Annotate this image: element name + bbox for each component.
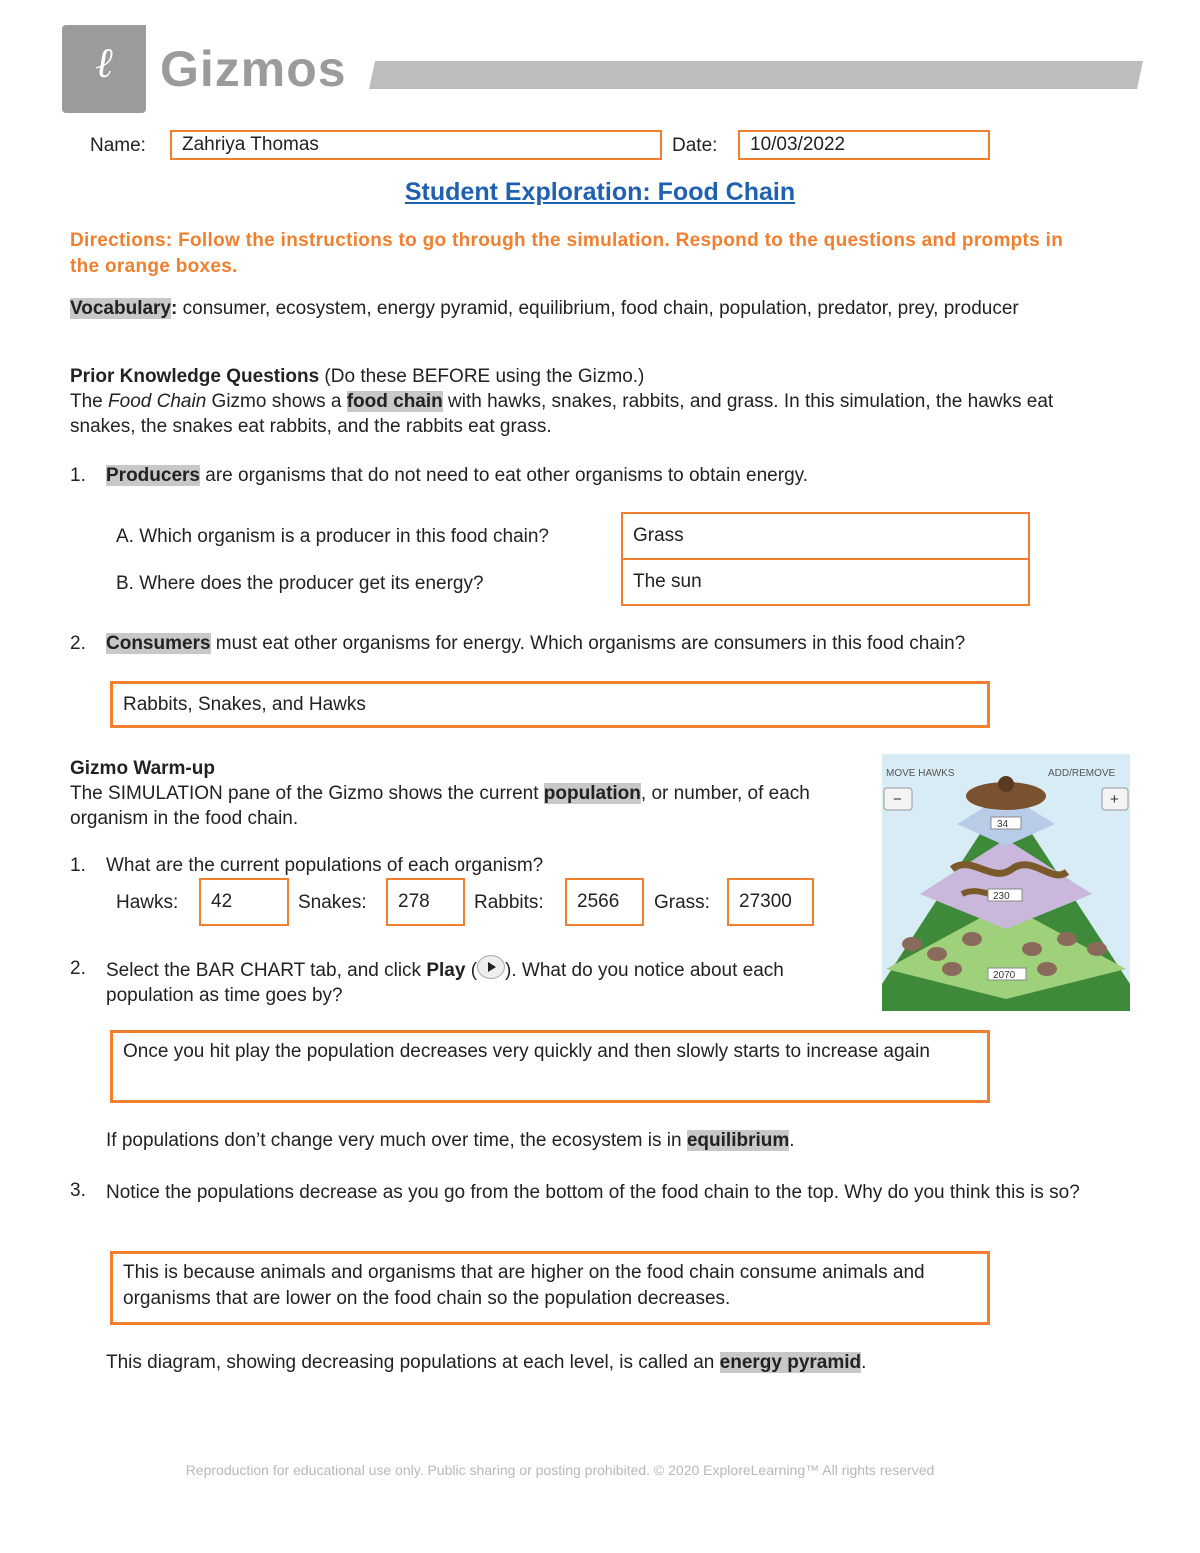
prior-knowledge-section: Prior Knowledge Questions (Do these BEFORE using the Gizmo.) The Food Chain Gizmo shows a food chain with hawks, snakes, rabbits, and grass. In this simulation, the hawks eat snakes, the snakes eat rabbits, and the rabbits eat grass. <box>70 366 1054 437</box>
term-producers: Producers <box>106 465 200 486</box>
logo-mark: ℓ <box>95 38 113 87</box>
gizmo-minus-button: − <box>893 791 902 808</box>
prior-q2-text: Consumers must eat other organisms for energy. Which organisms are consumers in this food chain? <box>106 633 966 654</box>
grass-label: Grass: <box>654 892 710 913</box>
rabbits-label: Rabbits: <box>474 892 544 913</box>
consumers-answer-field[interactable]: Rabbits, Snakes, and Hawks <box>110 681 990 728</box>
vocabulary-label: Vocabulary <box>70 298 172 319</box>
hawks-label: Hawks: <box>116 892 179 913</box>
time-observation-answer-field[interactable]: Once you hit play the population decreases very quickly and then slowly starts to increase again <box>110 1030 990 1103</box>
gizmo-plus-button: + <box>1110 791 1119 808</box>
warmup-heading: Gizmo Warm-up <box>70 758 215 779</box>
prior-q1a-label: A. Which organism is a producer in this food chain? <box>116 526 549 547</box>
warmup-q2-number: 2. <box>70 958 86 979</box>
term-equilibrium: equilibrium <box>686 1130 790 1151</box>
snakes-label: Snakes: <box>298 892 367 913</box>
term-food-chain: food chain <box>346 391 443 412</box>
vocabulary-text: consumer, ecosystem, energy pyramid, equilibrium, food chain, population, predator, prey, producer <box>177 298 1019 319</box>
gizmo-snakes-count: 230 <box>993 891 1010 902</box>
term-energy-pyramid: energy pyramid <box>719 1352 862 1373</box>
warmup-q2-text: Select the BAR CHART tab, and click Play ( ). What do you notice about each population as time goes by? <box>106 958 846 1008</box>
page-title: Student Exploration: Food Chain <box>404 178 796 206</box>
term-population: population <box>543 783 641 804</box>
footer-copyright: Reproduction for educational use only. Public sharing or posting prohibited. © 2020 ExploreLearning™ All rights reserved <box>185 1462 935 1478</box>
warmup-q3-number: 3. <box>70 1180 86 1201</box>
prior-q1-number: 1. <box>70 465 86 486</box>
name-label: Name: <box>90 135 146 156</box>
warmup-q1-number: 1. <box>70 855 86 876</box>
vocabulary: Vocabulary: consumer, ecosystem, energy pyramid, equilibrium, food chain, population, predator, prey, producer <box>70 298 1019 319</box>
prior-q1b-label: B. Where does the producer get its energy? <box>116 573 484 594</box>
population-decrease-answer-field[interactable]: This is because animals and organisms that are higher on the food chain consume animals and organisms that are lower on the food chain so the population decreases. <box>110 1251 990 1325</box>
date-field[interactable]: 10/03/2022 <box>738 130 990 160</box>
hawks-field[interactable]: 42 <box>199 878 289 926</box>
play-icon <box>477 955 505 979</box>
directions: Directions: Follow the instructions to go through the simulation. Respond to the questions and prompts in the orange boxes. <box>70 230 1064 277</box>
producer-answer-field[interactable]: Grass <box>621 512 1030 560</box>
prior-q1-text: Producers are organisms that do not need to eat other organisms to obtain energy. <box>106 465 809 486</box>
gizmo-hawks-count: 34 <box>997 819 1009 830</box>
gizmo-pyramid-image <box>882 754 1130 1011</box>
date-label: Date: <box>672 135 718 156</box>
prior-heading: Prior Knowledge Questions <box>70 366 320 387</box>
prior-q2-number: 2. <box>70 633 86 654</box>
energy-source-answer-field[interactable]: The sun <box>621 558 1030 606</box>
warmup-section: Gizmo Warm-up The SIMULATION pane of the Gizmo shows the current population, or number, of each organism in the food chain. <box>70 758 810 829</box>
warmup-q1-text: What are the current populations of each organism? <box>106 855 544 876</box>
equilibrium-statement: If populations don’t change very much over time, the ecosystem is in equilibrium. <box>106 1130 795 1151</box>
gizmo-right-label: ADD/REMOVE <box>1048 768 1116 779</box>
brand-name: Gizmos <box>160 41 347 97</box>
header-bar <box>369 61 1143 89</box>
gizmo-left-label: MOVE HAWKS <box>886 768 955 779</box>
gizmo-rabbits-count: 2070 <box>993 970 1016 981</box>
name-field[interactable]: Zahriya Thomas <box>170 130 662 160</box>
energy-pyramid-statement: This diagram, showing decreasing populations at each level, is called an energy pyramid. <box>106 1352 867 1373</box>
grass-field[interactable]: 27300 <box>727 878 814 926</box>
rabbits-field[interactable]: 2566 <box>565 878 644 926</box>
snakes-field[interactable]: 278 <box>386 878 465 926</box>
warmup-q3-text: Notice the populations decrease as you go from the bottom of the food chain to the top. Why do you think this is so? <box>106 1182 1080 1203</box>
term-consumers: Consumers <box>106 633 211 654</box>
